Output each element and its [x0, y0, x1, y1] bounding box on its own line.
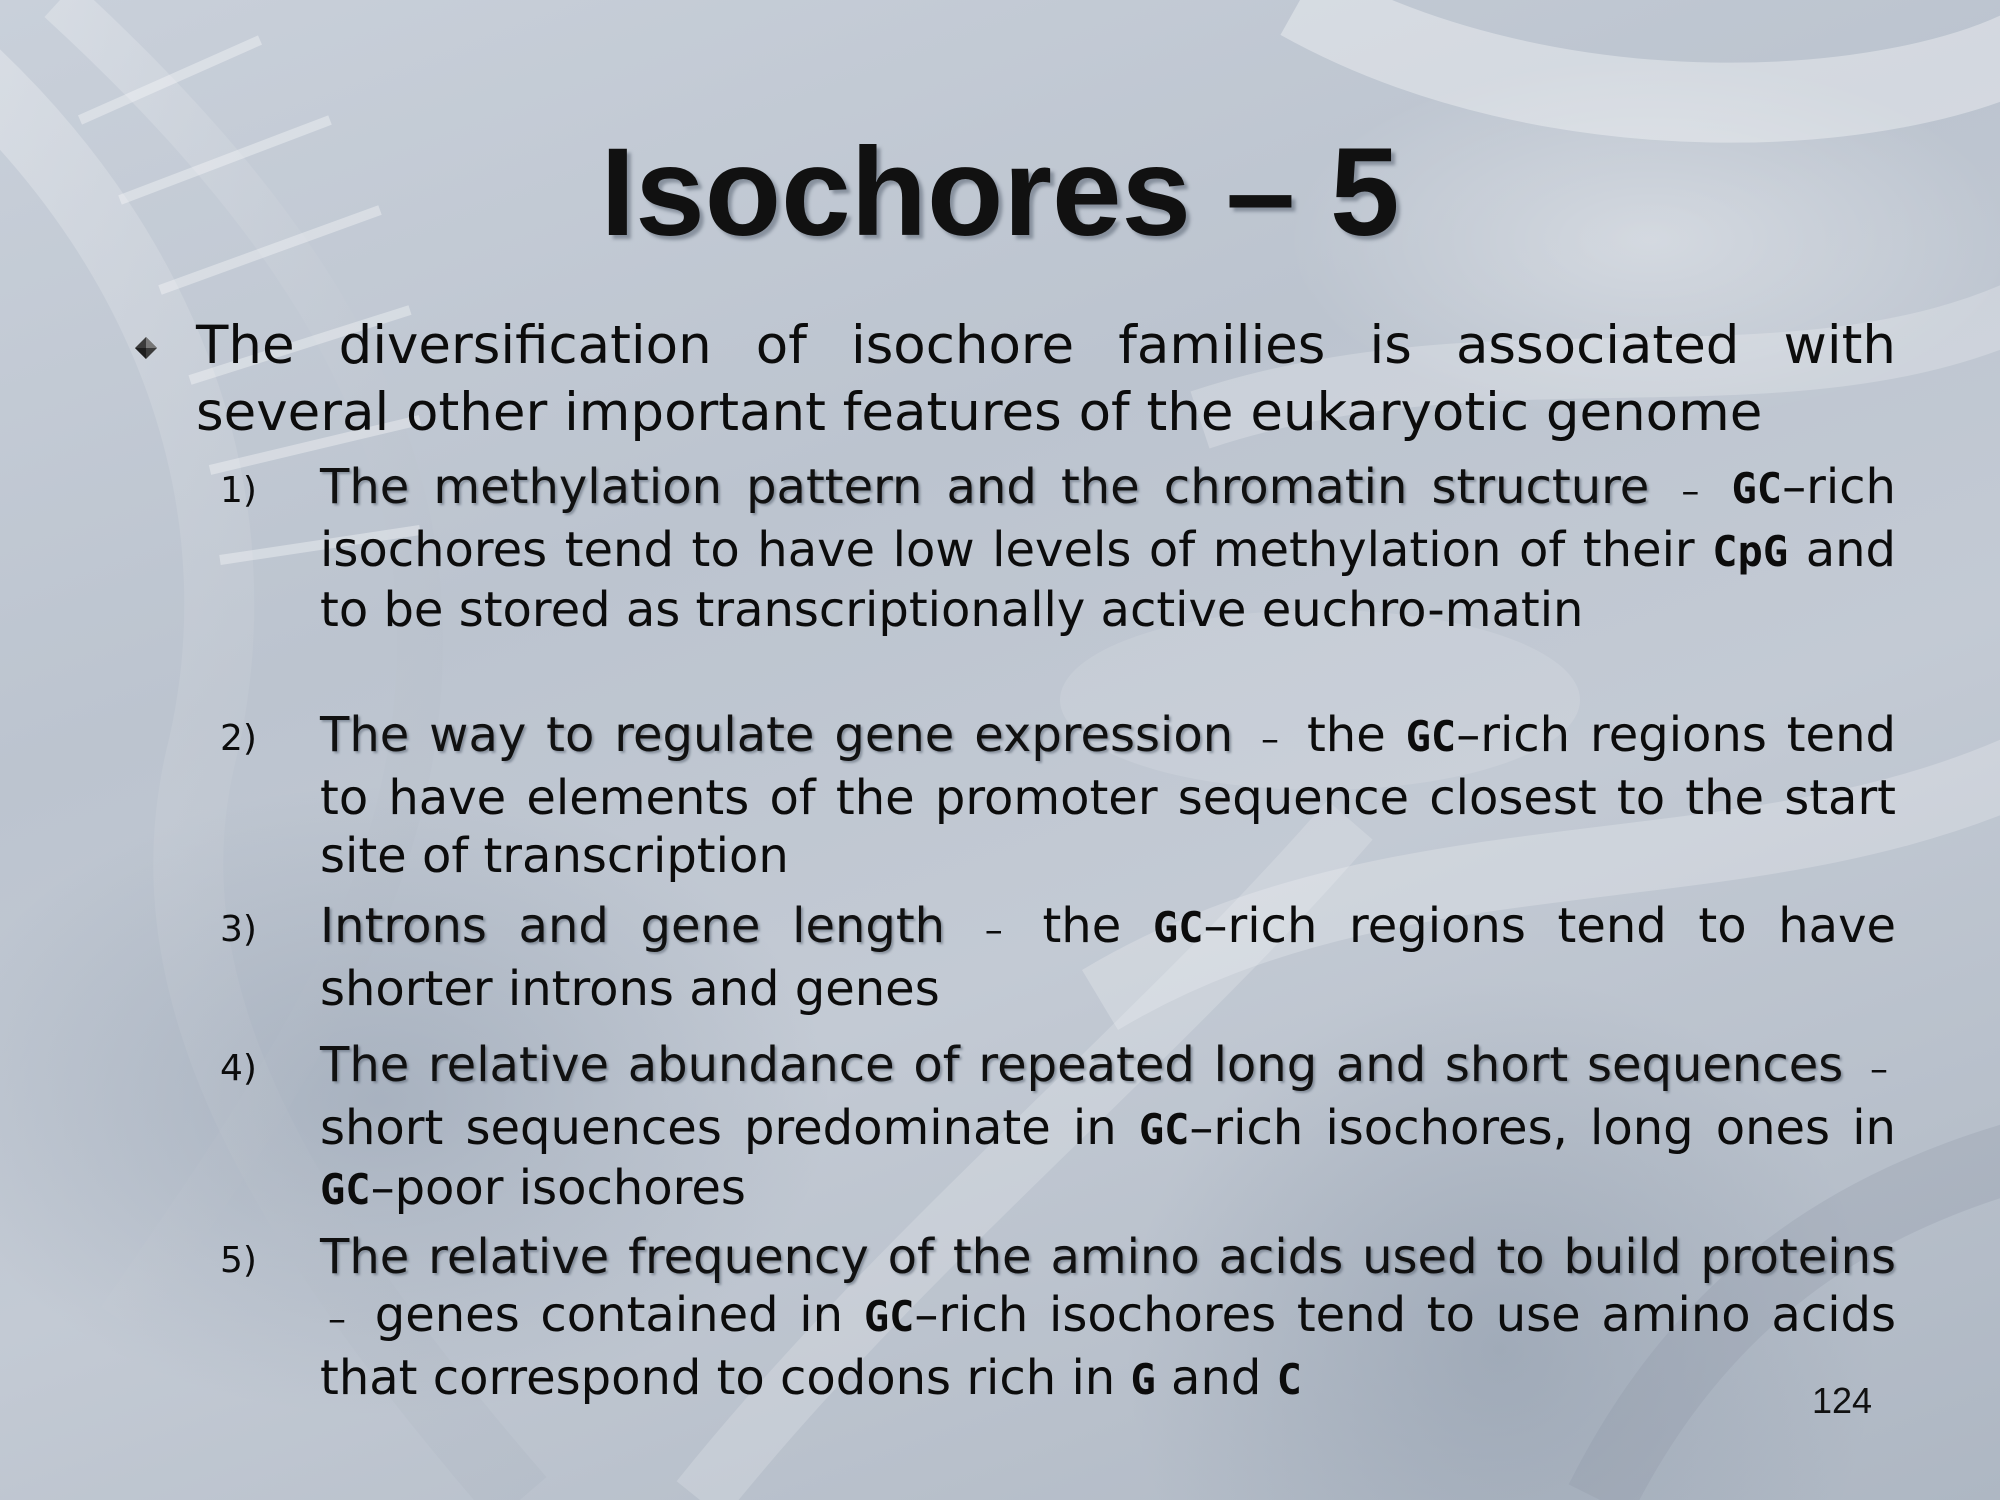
cpg-term: CpG	[1712, 527, 1789, 576]
gc-term: GC	[1152, 903, 1204, 952]
list-item	[220, 1228, 1897, 1409]
list-item	[220, 1036, 1896, 1219]
item-text: and	[1171, 1350, 1262, 1406]
item-text: –rich regions tend to have elements of the promoter sequence closest to the start site of transcription	[320, 707, 1896, 884]
item-number: 2)	[220, 718, 257, 759]
item-text: –rich regions tend to have shorter introns and genes	[320, 898, 1897, 1017]
item-number: 3)	[220, 909, 257, 950]
dash-separator: –	[328, 1299, 346, 1340]
slide-title: Isochores – 5	[600, 123, 1400, 262]
dash-separator: –	[1870, 1049, 1888, 1090]
item-text: short sequences predominate in	[320, 1100, 1117, 1156]
dash-separator: –	[984, 910, 1003, 951]
gc-term: GC	[1731, 464, 1783, 513]
item-text: the	[1042, 898, 1122, 954]
gc-term: GC	[1405, 712, 1457, 761]
item-number: 1)	[220, 470, 257, 511]
item-text: –rich isochores tend to use amino acids that correspond to codons rich in	[320, 1287, 1897, 1406]
list-item	[220, 897, 1897, 1018]
item-number: 5)	[220, 1240, 257, 1281]
item-text: –rich isochores, long ones in	[1189, 1100, 1896, 1156]
item-text: and to be stored as transcriptionally active euchro-matin	[320, 522, 1897, 638]
item-heading: The relative abundance of repeated long and short sequences	[320, 1037, 1844, 1093]
item-text: –poor isochores	[370, 1160, 746, 1216]
diamond-bullet-icon	[132, 334, 160, 362]
item-number: 4)	[220, 1048, 257, 1089]
item-text: the	[1306, 707, 1386, 763]
item-heading: Introns and gene length	[320, 898, 946, 954]
item-text: –rich isochores tend to have low levels of methylation of their	[320, 459, 1896, 578]
g-term: G	[1130, 1355, 1156, 1404]
gc-term: GC	[1138, 1105, 1190, 1154]
intro-bullet-text: The diversification of isochore families is associated with several other important features of the eukaryotic genome	[196, 315, 1896, 443]
page-number: 124	[1812, 1380, 1873, 1421]
item-text: genes contained in	[374, 1287, 844, 1343]
dash-separator: –	[1261, 719, 1280, 760]
c-term: C	[1276, 1355, 1302, 1404]
gc-term: GC	[863, 1292, 915, 1341]
item-heading: The relative frequency of the amino acids used to build proteins	[320, 1229, 1896, 1285]
gc-term: GC	[320, 1165, 371, 1214]
list-item	[220, 706, 1896, 885]
item-heading: The methylation pattern and the chromatin structure	[320, 459, 1650, 515]
dash-separator: –	[1681, 471, 1700, 512]
item-heading: The way to regulate gene expression	[320, 707, 1234, 763]
list-item	[220, 458, 1897, 639]
